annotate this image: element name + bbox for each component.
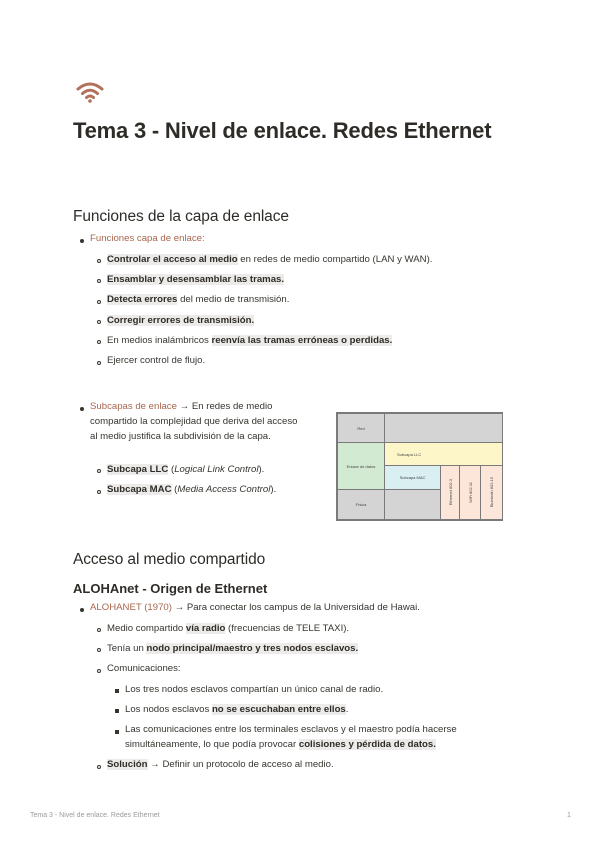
bullet (97, 361, 101, 365)
bold-text: Subcapa MAC (107, 484, 172, 495)
bullet (115, 709, 119, 713)
page-number: 1 (567, 812, 571, 819)
section-heading-acceso: Acceso al medio compartido (73, 551, 266, 568)
alohanet-label: ALOHANET (1970) (90, 602, 172, 613)
diagram-fisica-right (384, 489, 441, 520)
diagram-red-right (384, 413, 503, 443)
bullet (97, 279, 101, 283)
bold-text: Detecta errores (107, 294, 178, 305)
bullet (97, 320, 101, 324)
diagram-mac: Subcapa MAC (384, 465, 441, 490)
text: ). (270, 484, 277, 495)
list-item (107, 463, 264, 477)
list-item (107, 642, 358, 656)
text: simultáneamente, lo que podía provocar (125, 739, 299, 750)
list-item (107, 662, 181, 676)
bullet (97, 259, 101, 263)
bold-text: Solución (107, 759, 148, 770)
wifi-icon (76, 80, 104, 104)
text: ( (168, 464, 175, 475)
text: Los tres nodos esclavos compartían un único canal de radio. (125, 684, 384, 695)
list-item-continuation (125, 738, 436, 752)
bold-text: nodo principal/maestro y tres nodos esclavos. (146, 643, 359, 654)
bullet (97, 490, 101, 494)
section-heading-funciones: Funciones de la capa de enlace (73, 208, 289, 225)
bullet (97, 669, 101, 673)
list-item (107, 354, 205, 368)
list-item (125, 723, 457, 737)
bold-text: vía radio (185, 623, 226, 634)
text: Las comunicaciones entre los terminales esclavos y el maestro podía hacerse (125, 724, 457, 735)
text: Comunicaciones: (107, 663, 181, 674)
diagram-wifi (459, 465, 481, 520)
bullet (97, 765, 101, 769)
text: Tenía un (107, 643, 147, 654)
bold-text: Corregir errores de transmisión. (107, 315, 255, 326)
bullet (80, 239, 84, 243)
bold-text: Ensamblar y desensamblar las tramas. (107, 274, 285, 285)
bullet (115, 689, 119, 693)
text: . (345, 704, 349, 715)
diagram-fisica: Física (337, 489, 385, 520)
list-item (107, 483, 276, 497)
italic-text: Media Access Control (177, 484, 271, 495)
list-item (125, 703, 348, 717)
funciones-label: Funciones capa de enlace: (90, 233, 205, 244)
text: ( (171, 484, 178, 495)
text: → Para conectar los campus de la Universidad de Hawai. (171, 602, 420, 613)
subcapas-label: Subcapas de enlace (90, 401, 177, 412)
list-item (107, 293, 289, 307)
bullet (80, 407, 84, 411)
footer-title: Tema 3 - Nivel de enlace. Redes Ethernet (30, 812, 160, 819)
diagram-bluetooth (480, 465, 503, 520)
list-item (90, 601, 420, 615)
bold-text: colisiones y pérdida de datos. (298, 739, 436, 750)
list-item (107, 314, 254, 328)
text: en redes de medio compartido (LAN y WAN). (237, 254, 433, 265)
diagram-llc: Subcapa LLC (384, 442, 503, 466)
diagram-bluetooth-label: Bluetooth 802.15 (489, 477, 494, 508)
bullet (97, 340, 101, 344)
diagram-enlace: Enlace de datos (337, 442, 385, 490)
italic-text: Logical Link Control (174, 464, 259, 475)
text: Los nodos esclavos (125, 704, 212, 715)
bullet (97, 469, 101, 473)
text: → En redes de medio compartido la complejidad que deriva del acceso al medio justifica la subdivisión de la capa. (90, 401, 298, 442)
bold-text: no se escuchaban entre ellos (211, 704, 346, 715)
diagram-red: Red (337, 413, 385, 443)
bullet (115, 730, 119, 734)
list-item (107, 622, 349, 636)
list-item (107, 253, 432, 267)
bold-text: Subcapa LLC (107, 464, 169, 475)
osi-link-layer-diagram (336, 412, 503, 521)
text: Medio compartido (107, 623, 186, 634)
diagram-ethernet (440, 465, 460, 520)
list-item (107, 273, 284, 287)
bold-text: reenvía las tramas erróneas o perdidas. (211, 335, 393, 346)
bold-text: Controlar el acceso al medio (107, 254, 238, 265)
list-item (107, 758, 334, 772)
diagram-wifi-label: WiFi 802.11 (467, 481, 473, 504)
text: En medios inalámbricos (107, 335, 212, 346)
text: → Definir un protocolo de acceso al medio. (147, 759, 334, 770)
diagram-ethernet-label: Ethernet 802.3 (447, 479, 453, 506)
page-title: Tema 3 - Nivel de enlace. Redes Ethernet (73, 118, 492, 143)
text: ). (258, 464, 265, 475)
list-item (107, 334, 392, 348)
text: Ejercer control de flujo. (107, 355, 206, 366)
subheading-alohanet: ALOHAnet - Origen de Ethernet (73, 581, 268, 596)
list-item (125, 683, 383, 697)
bullet (97, 300, 101, 304)
bullet (80, 608, 84, 612)
bullet (97, 648, 101, 652)
text: del medio de transmisión. (177, 294, 290, 305)
bullet (97, 628, 101, 632)
text: (frecuencias de TELE TAXI). (225, 623, 350, 634)
list-item-subcapas (90, 400, 298, 444)
list-item (90, 232, 205, 246)
